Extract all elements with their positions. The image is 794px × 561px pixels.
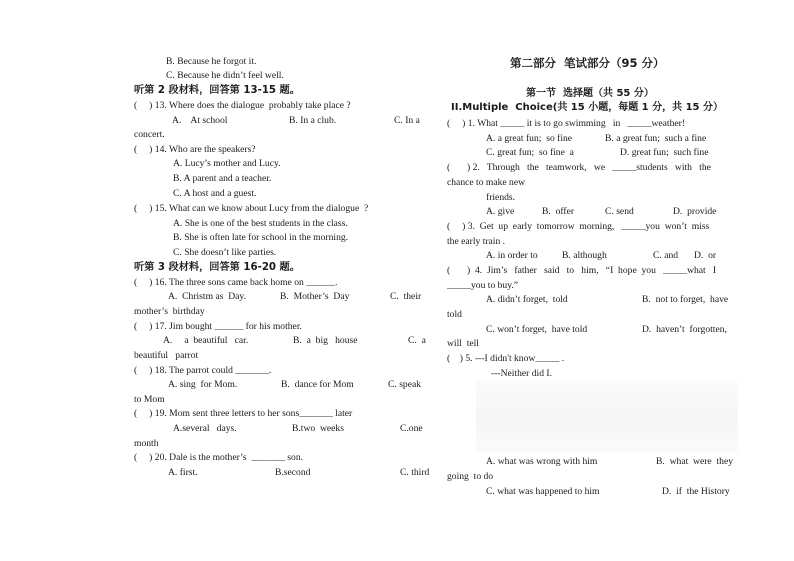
option-15a: A. She is one of the best students in the class. <box>173 218 348 229</box>
question-4: ( ) 4. Jim’s father said to him, “I hope you _____what I <box>447 265 717 276</box>
option-19c-cont: month <box>134 438 159 449</box>
option-4b: B. not to forget, have <box>642 294 729 305</box>
option-4b-cont: told <box>447 309 462 320</box>
question-2: ( ) 2. Through the teamwork, we _____students with the <box>447 162 711 173</box>
question-16: ( ) 16. The three sons came back home on ______. <box>134 277 338 288</box>
question-14: ( ) 14. Who are the speakers? <box>134 144 256 155</box>
option-1d: D. great fun; such fine <box>620 147 709 158</box>
question-5: ( ) 5. ---I didn't know_____ . <box>447 353 565 364</box>
listening-section-3-heading: 听第 3 段材料，回答第 16-20 题。 <box>134 262 300 273</box>
option-17c-cont: beautiful parrot <box>134 350 199 361</box>
question-3: ( ) 3. Get up early tomorrow morning, _____you won’t miss <box>447 221 710 232</box>
option-18c-cont: to Mom <box>134 394 165 405</box>
question-15: ( ) 15. What can we know about Lucy from the dialogue ? <box>134 203 369 214</box>
option-18c: C. speak <box>388 379 422 390</box>
question-2-cont2: friends. <box>486 192 516 203</box>
question-5-reply: ---Neither did I. <box>491 368 553 379</box>
option-15b: B. She is often late for school in the morning. <box>173 232 349 243</box>
option-14b: B. A parent and a teacher. <box>173 173 272 184</box>
option-20b: B.second <box>275 467 311 478</box>
option-5b: B. what were they <box>656 456 733 467</box>
question-2-cont: chance to make new <box>447 177 526 188</box>
option-15c: C. She doesn’t like parties. <box>173 247 277 258</box>
question-17: ( ) 17. Jim bought ______ for his mother. <box>134 321 302 332</box>
option-19b: B.two weeks <box>292 423 344 434</box>
option-16a: A. Christm as Day. <box>168 291 246 302</box>
option-18a: A. sing for Mom. <box>168 379 238 390</box>
option-2b: B. offer <box>542 206 575 217</box>
option-19a: A.several days. <box>173 423 237 434</box>
option-4a: A. didn’t forget, told <box>486 294 568 305</box>
option-13b: B. In a club. <box>289 115 337 126</box>
option-1b: B. a great fun; such a fine <box>605 133 707 144</box>
option-5b-cont: going to do <box>447 471 494 482</box>
option-13c-cont: concert. <box>134 129 165 140</box>
option-3b: B. although <box>562 250 607 261</box>
option-12c: C. Because he didn’t feel well. <box>166 70 284 81</box>
option-2d: D. provide <box>673 206 717 217</box>
question-13: ( ) 13. Where does the dialogue probably take place ? <box>134 100 351 111</box>
question-1: ( ) 1. What _____ it is to go swimming in _____weather! <box>447 118 686 129</box>
question-18: ( ) 18. The parrot could _______. <box>134 365 272 376</box>
option-4d: D. haven’t forgotten, <box>642 324 727 335</box>
option-16c-cont: mother’s birthday <box>134 306 205 317</box>
option-1c: C. great fun; so fine a <box>486 147 574 158</box>
option-1a: A. a great fun; so fine <box>486 133 573 144</box>
option-19c: C.one <box>400 423 423 434</box>
part-two-title: 第二部分 笔试部分（95 分） <box>510 56 665 70</box>
option-3a: A. in order to <box>486 250 538 261</box>
option-18b: B. dance for Mom <box>281 379 354 390</box>
option-16c: C. their <box>390 291 422 302</box>
option-2c: C. send <box>605 206 634 217</box>
option-20a: A. first. <box>168 467 198 478</box>
option-5c: C. what was happened to him <box>486 486 600 497</box>
option-5d: D. if the History <box>662 486 730 497</box>
option-16b: B. Mother’s Day <box>280 291 350 302</box>
option-14a: A. Lucy’s mother and Lucy. <box>173 158 281 169</box>
question-20: ( ) 20. Dale is the mother’s _______ son. <box>134 452 304 463</box>
blurred-region <box>476 380 738 452</box>
option-17c: C. a <box>408 335 426 346</box>
listening-section-2-heading: 听第 2 段材料，回答第 13-15 题。 <box>134 85 300 96</box>
option-14c: C. A host and a guest. <box>173 188 257 199</box>
option-5a: A. what was wrong with him <box>486 456 598 467</box>
question-4-cont: _____you to buy.” <box>447 280 519 291</box>
option-17b: B. a big house <box>293 335 358 346</box>
option-20c: C. third <box>400 467 430 478</box>
multiple-choice-title: II.Multiple Choice(共 15 小题，每题 1 分，共 15 分） <box>451 102 723 113</box>
option-4c: C. won’t forget, have told <box>486 324 588 335</box>
question-19: ( ) 19. Mom sent three letters to her sons_______ later <box>134 408 353 419</box>
option-13a: A. At school <box>172 115 228 126</box>
question-3-cont: the early train . <box>447 236 506 247</box>
section-one-title: 第一节 选择题（共 55 分） <box>526 88 654 99</box>
option-2a: A. give <box>486 206 515 217</box>
option-3c: C. and <box>653 250 679 261</box>
option-17a: A. a beautiful car. <box>163 335 249 346</box>
option-3d: D. or <box>694 250 717 261</box>
option-4d-cont: will tell <box>447 338 479 349</box>
option-12b: B. Because he forgot it. <box>166 56 257 67</box>
option-13c: C. In a <box>394 115 420 126</box>
